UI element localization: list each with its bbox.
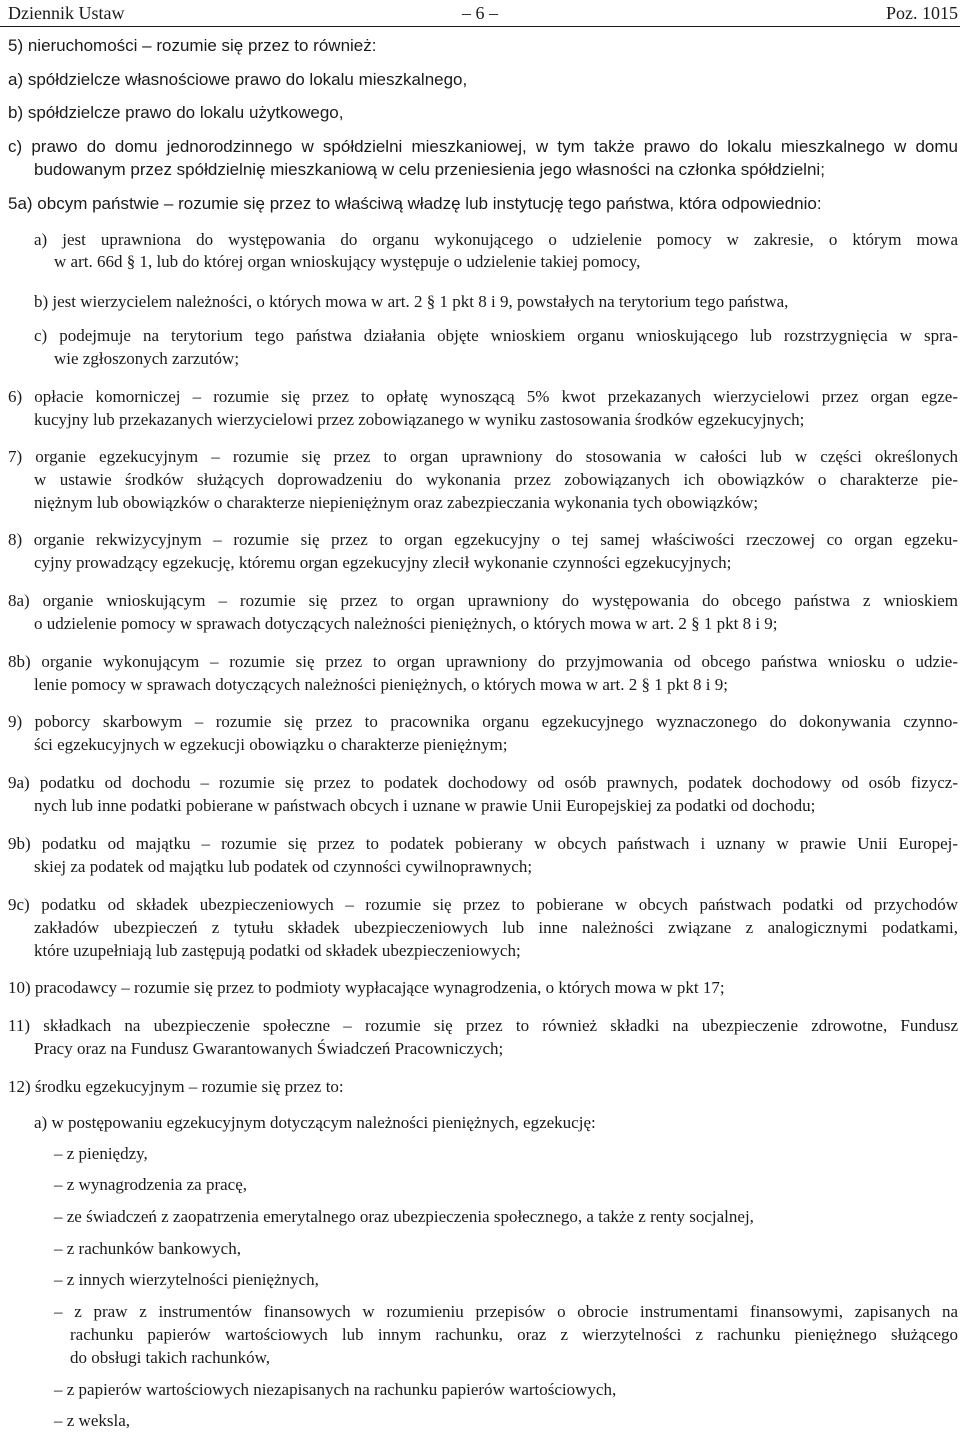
text-line: b) spółdzielcze prawo do lokalu użytkowego, bbox=[8, 103, 344, 122]
text-line: o udzielenie pomocy w sprawach dotyczących należności pieniężnych, o których mowa w art. 2 § 1 pkt 8 i 9; bbox=[34, 614, 778, 633]
text-line: cyjny prowadzący egzekucję, któremu organ egzekucyjny zlecił wykonanie czynności egzekucyjnych; bbox=[34, 553, 732, 572]
text-line: 9c) podatku od składek ubezpieczeniowych – rozumie się przez to pobierane w obcych państwach podatki od przychodów bbox=[8, 895, 958, 914]
text-line: ści egzekucyjnych w egzekucji obowiązku o charakterze pieniężnym; bbox=[34, 735, 508, 754]
text-line: c) prawo do domu jednorodzinnego w spółdzielni mieszkaniowej, w tym także prawo do lokalu mieszkalnego w domu bbox=[8, 137, 958, 156]
text-line: a) spółdzielcze własnościowe prawo do lokalu mieszkalnego, bbox=[8, 70, 468, 89]
text-line: nych lub inne podatki pobierane w państwach obcych i uznane w prawie Unii Europejskiej za podatki od dochodu; bbox=[34, 796, 816, 815]
page-number: – 6 – bbox=[462, 3, 498, 23]
text-line: 5a) obcym państwie – rozumie się przez to właściwą władzę lub instytucję tego państwa, która odpowiednio: bbox=[8, 194, 822, 213]
text-line: zakładów ubezpieczeń z tytułu składek ubezpieczeniowych lub inne należności związane z analogicznymi podatkami, bbox=[34, 918, 958, 937]
text-line: a) w postępowaniu egzekucyjnym dotyczącym należności pieniężnych, egzekucję: bbox=[34, 1113, 596, 1132]
text-line: 11) składkach na ubezpieczenie społeczne – rozumie się przez to również składki na ubezpieczenie zdrowotne, Fundusz bbox=[8, 1016, 958, 1035]
text-line: które uzupełniają lub zastępują podatki od składek ubezpieczeniowych; bbox=[34, 941, 521, 960]
text-line: – ze świadczeń z zaopatrzenia emerytalnego oraz ubezpieczenia społecznego, a także z renty socjalnej, bbox=[54, 1207, 754, 1226]
text-line: c) podejmuje na terytorium tego państwa działania objęte wnioskiem organu wnioskującego lub rozstrzygnięcia w spra- bbox=[34, 326, 958, 345]
text-line: w ustawie środków służących doprowadzeniu do wykonania przez zobowiązanych ich obowiązków o charakterze pie- bbox=[34, 470, 958, 489]
text-line: 5) nieruchomości – rozumie się przez to również: bbox=[8, 36, 377, 55]
text-line: – z wynagrodzenia za pracę, bbox=[54, 1175, 248, 1194]
text-line: 9b) podatku od majątku – rozumie się przez to podatek pobierany w obcych państwach i uznany w prawie Unii Europej- bbox=[8, 834, 958, 853]
text-line: – z papierów wartościowych niezapisanych na rachunku papierów wartościowych, bbox=[54, 1380, 617, 1399]
header-divider bbox=[0, 26, 960, 27]
text-line: rachunku papierów wartościowych lub innym rachunku, oraz z wierzytelności z rachunku pieniężnego służącego bbox=[70, 1325, 958, 1344]
text-line: w art. 66d § 1, lub do której organ wnioskujący występuje o udzielenie takiej pomocy, bbox=[54, 252, 641, 271]
text-line: Pracy oraz na Fundusz Gwarantowanych Świadczeń Pracowniczych; bbox=[34, 1039, 504, 1058]
text-line: – z weksla, bbox=[54, 1411, 131, 1430]
text-line: b) jest wierzycielem należności, o których mowa w art. 2 § 1 pkt 8 i 9, powstałych na terytorium tego państwa, bbox=[34, 292, 789, 311]
text-line: 9a) podatku od dochodu – rozumie się przez to podatek dochodowy od osób prawnych, podatek dochodowy od osób fizycz- bbox=[8, 773, 958, 792]
page-header bbox=[0, 0, 960, 28]
text-line: – z praw z instrumentów finansowych w rozumieniu przepisów o obrocie instrumentami finansowymi, zapisanych na bbox=[54, 1302, 958, 1321]
text-line: kucyjny lub przekazanych wierzycielowi przez zobowiązanego w wyniku zastosowania środków egzekucyjnych; bbox=[34, 410, 805, 429]
text-line: 8b) organie wykonującym – rozumie się przez to organ uprawniony do przyjmowania od obcego państwa wniosku o udzie- bbox=[8, 652, 958, 671]
text-line: budowanym przez spółdzielnię mieszkaniową w celu przeniesienia jego własności na członka spółdzielni; bbox=[34, 160, 825, 179]
text-line: niężnym lub obowiązków o charakterze niepieniężnym oraz zabezpieczania wykonania tych obowiązków; bbox=[34, 493, 759, 512]
text-line: – z rachunków bankowych, bbox=[54, 1239, 241, 1258]
text-line: 9) poborcy skarbowym – rozumie się przez to pracownika organu egzekucyjnego wyznaczonego do dokonywania czynno- bbox=[8, 712, 958, 731]
text-line: 12) środku egzekucyjnym – rozumie się przez to: bbox=[8, 1077, 344, 1096]
text-line: – z innych wierzytelności pieniężnych, bbox=[54, 1270, 319, 1289]
text-line: 6) opłacie komorniczej – rozumie się przez to opłatę wynoszącą 5% kwot przekazanych wierzycielowi przez organ egze- bbox=[8, 387, 958, 406]
position-number: Poz. 1015 bbox=[886, 3, 958, 23]
text-line: 8) organie rekwizycyjnym – rozumie się przez to organ egzekucyjny o tej samej właściwości rzeczowej co organ egzeku- bbox=[8, 530, 958, 549]
journal-title: Dziennik Ustaw bbox=[8, 3, 125, 23]
text-line: lenie pomocy w sprawach dotyczących należności pieniężnych, o których mowa w art. 2 § 1 pkt 8 i 9; bbox=[34, 675, 728, 694]
text-line: do obsługi takich rachunków, bbox=[70, 1348, 271, 1367]
text-line: 10) pracodawcy – rozumie się przez to podmioty wypłacające wynagrodzenia, o których mowa w pkt 17; bbox=[8, 978, 725, 997]
text-line: 8a) organie wnioskującym – rozumie się przez to organ uprawniony do występowania do obcego państwa z wnioskiem bbox=[8, 591, 958, 610]
text-line: wie zgłoszonych zarzutów; bbox=[54, 349, 240, 368]
text-line: a) jest uprawniona do występowania do organu wykonującego o udzielenie pomocy w zakresie, o którym mowa bbox=[34, 230, 958, 249]
text-line: – z pieniędzy, bbox=[54, 1144, 148, 1163]
text-line: skiej za podatek od majątku lub podatek od czynności cywilnoprawnych; bbox=[34, 857, 533, 876]
text-line: 7) organie egzekucyjnym – rozumie się przez to organ uprawniony do stosowania w całości lub w części określonych bbox=[8, 447, 958, 466]
